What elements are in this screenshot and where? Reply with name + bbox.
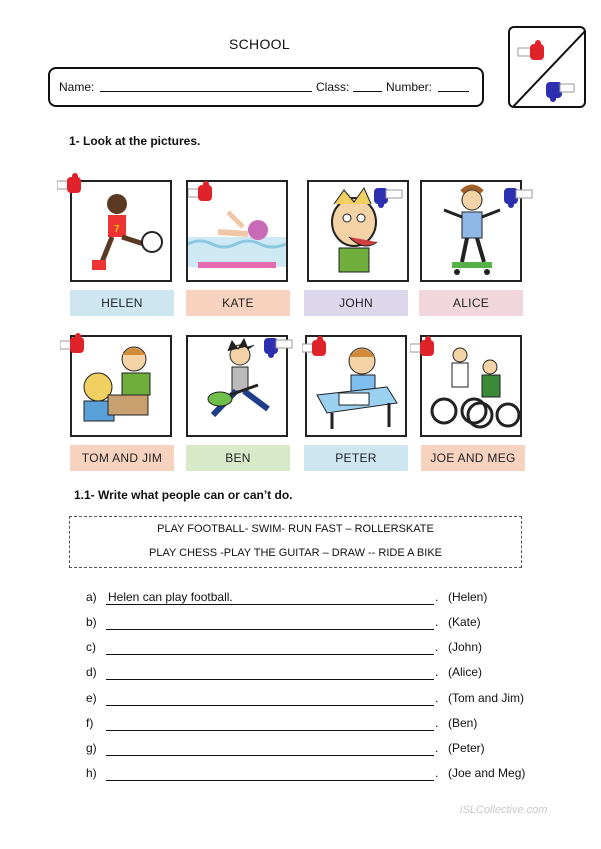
person-hint: (Alice): [448, 665, 483, 679]
thumb-up-icon: [518, 40, 544, 60]
person-hint: (Peter): [448, 741, 485, 755]
sentence-row: [86, 691, 546, 709]
answer-line[interactable]: [106, 780, 434, 781]
sentence-label: b): [86, 615, 97, 629]
person-hint: (Ben): [448, 716, 478, 730]
answer-line[interactable]: [106, 730, 434, 731]
period: .: [435, 716, 439, 730]
number-field[interactable]: [438, 91, 469, 92]
class-label: Class:: [316, 80, 350, 94]
sentence-label: a): [86, 590, 97, 604]
name-label-joe-and-meg: JOE AND MEG: [421, 445, 525, 471]
number-label: Number:: [386, 80, 433, 94]
class-field[interactable]: [353, 91, 382, 92]
person-hint: (Joe and Meg): [448, 766, 526, 780]
sentence-row: [86, 615, 546, 633]
period: .: [435, 615, 439, 629]
period: .: [435, 590, 439, 604]
word-bank-line: PLAY FOOTBALL- SWIM- RUN FAST – ROLLERSKATE: [157, 523, 434, 535]
period: .: [435, 766, 439, 780]
answer-line[interactable]: [106, 604, 434, 605]
period: .: [435, 640, 439, 654]
name-field[interactable]: [100, 91, 312, 92]
sentence-label: d): [86, 665, 97, 679]
answer-line[interactable]: [106, 654, 434, 655]
sentence-row: [86, 665, 546, 683]
sentence-row: [86, 766, 546, 784]
thumbs-legend: [508, 26, 586, 108]
period: .: [435, 691, 439, 705]
answer-line[interactable]: [106, 679, 434, 680]
thumb-down-icon: [504, 186, 534, 208]
watermark: iSLCollective.com: [460, 804, 548, 816]
sentence-label: g): [86, 741, 97, 755]
sentence-row: [86, 590, 546, 608]
sentence-label: e): [86, 691, 97, 705]
period: .: [435, 741, 439, 755]
svg-text:7: 7: [114, 224, 120, 235]
person-hint: (John): [448, 640, 483, 654]
sentence-label: c): [86, 640, 96, 654]
name-label-ben: BEN: [186, 445, 290, 471]
answer-line[interactable]: [106, 629, 434, 630]
person-hint: (Kate): [448, 615, 481, 629]
word-bank: [69, 516, 522, 568]
sentence-row: [86, 716, 546, 734]
answer-line[interactable]: [106, 755, 434, 756]
name-label-peter: PETER: [304, 445, 408, 471]
answer-text: Helen can play football.: [108, 590, 233, 604]
thumb-down-icon: [264, 336, 294, 358]
word-bank-line: PLAY CHESS -PLAY THE GUITAR – DRAW -- RIDE A BIKE: [148, 547, 442, 559]
thumb-up-icon: [410, 336, 440, 358]
sentence-label: f): [86, 716, 94, 730]
period: .: [435, 665, 439, 679]
thumb-up-icon: [302, 336, 332, 358]
thumb-up-icon: [60, 333, 90, 355]
name-label: Name:: [59, 80, 95, 94]
sentence-row: [86, 741, 546, 759]
exercise-2-heading: 1.1- Write what people can or can’t do.: [74, 488, 293, 502]
person-hint: (Tom and Jim): [448, 691, 525, 705]
person-hint: (Helen): [448, 590, 488, 604]
thumb-down-icon: [546, 82, 574, 102]
name-label-helen: HELEN: [70, 290, 174, 316]
name-label-john: JOHN: [304, 290, 408, 316]
answer-line[interactable]: [106, 705, 434, 706]
student-info-box: [48, 67, 484, 107]
thumb-up-icon: [57, 173, 87, 195]
sentence-label: h): [86, 766, 97, 780]
name-label-tom-and-jim: TOM AND JIM: [70, 445, 174, 471]
picture-helen: [70, 180, 172, 282]
sentence-row: [86, 640, 546, 658]
thumb-down-icon: [374, 186, 404, 208]
soccer-player-icon: [72, 182, 170, 280]
name-label-alice: ALICE: [419, 290, 523, 316]
exercise-1-heading: 1- Look at the pictures.: [69, 134, 201, 148]
thumb-up-icon: [188, 181, 218, 203]
name-label-kate: KATE: [186, 290, 290, 316]
page-title: SCHOOL: [229, 36, 290, 52]
